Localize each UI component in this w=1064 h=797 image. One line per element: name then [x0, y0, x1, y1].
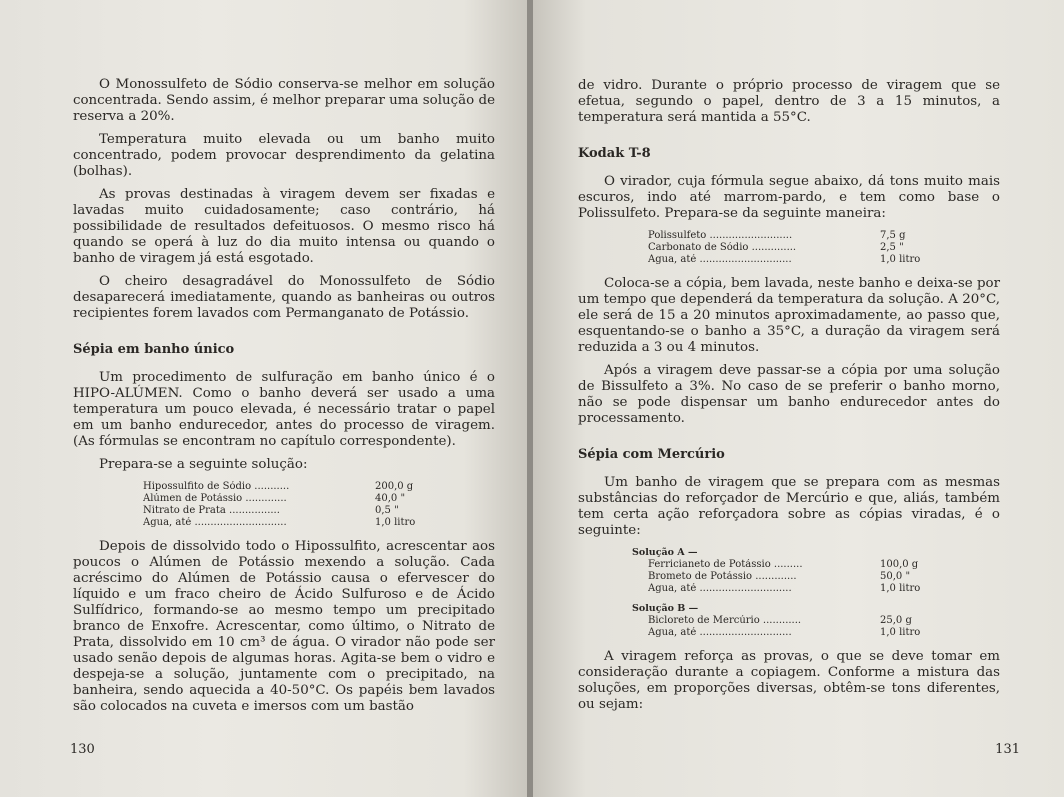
formula-table: [143, 481, 433, 529]
ingredient: Ferricianeto de Potássio .........: [648, 559, 803, 570]
left-page: [0, 0, 527, 797]
section-heading: Sépia em banho único: [73, 342, 235, 357]
ingredient: Brometo de Potássio .............: [648, 571, 797, 582]
ingredient: Água, até .............................: [648, 627, 792, 638]
amount: 1,0 litro: [880, 627, 921, 638]
right-page-text: [578, 78, 1000, 720]
formula-row: [648, 559, 938, 571]
ingredient: Polissulfeto ..........................: [648, 230, 793, 241]
amount: 1,0 litro: [880, 254, 921, 265]
paragraph: A viragem reforça as provas, o que se deve tomar em consideração durante a copiagem. Conforme a mistura das soluções, em proporções diversas, obtêm-se tons diferentes, ou sejam:: [578, 649, 1000, 712]
paragraph: O virador, cuja fórmula segue abaixo, dá tons muito mais escuros, indo até marrom-pardo, e tem como base o Polissulfeto. Prepara-se da seguinte maneira:: [578, 174, 1000, 221]
paragraph: Depois de dissolvido todo o Hipossulfito, acrescentar aos poucos o Alúmen de Potássio mexendo a solução. Cada acréscimo do Alúmen de Potássio causa o efervescer do líquido e um fraco cheiro de Ácido Sulfuroso e de Ácido Sulfídrico, formando-se ao mesmo tempo um precipitado branco de Enxofre. Acrescentar, como último, o Nitrato de Prata, dissolvido em 10 cm³ de água. O virador não pode ser usado senão depois de algumas horas. Agita-se bem o vidro e despeja-se a solução, juntamente com o precipitado, na banheira, sendo aquecida a 40-50°C. Os papéis bem lavados são colocados na cuveta e imersos com um bastão: [73, 539, 495, 714]
amount: 40,0 ": [375, 493, 406, 504]
ingredient: Hipossulfito de Sódio ...........: [143, 481, 290, 492]
paragraph: de vidro. Durante o próprio processo de viragem que se efetua, segundo o papel, dentro de 3 a 15 minutos, a temperatura será mantida a 55°C.: [578, 78, 1000, 125]
formula-table: [632, 547, 938, 639]
solution-label: Solução A —: [632, 547, 698, 558]
paragraph: Prepara-se a seguinte solução:: [99, 457, 308, 472]
paragraph: As provas destinadas à viragem devem ser fixadas e lavadas muito cuidadosamente; caso contrário, há possibilidade de resultados defeituosos. O mesmo risco há quando se operá à luz do dia muito intensa ou quando o banho de viragem já está esgotado.: [73, 187, 495, 266]
formula-row: [143, 493, 433, 505]
amount: 0,5 ": [375, 505, 399, 516]
paragraph: O cheiro desagradável do Monossulfeto de Sódio desaparecerá imediatamente, quando as banheiras ou outros recipientes forem lavados com Permanganato de Potássio.: [73, 274, 495, 321]
amount: 100,0 g: [880, 559, 919, 570]
paragraph: Coloca-se a cópia, bem lavada, neste banho e deixa-se por um tempo que dependerá da temperatura da solução. A 20°C, ele será de 15 a 20 minutos aproximadamente, ao passo que, esquentando-se o banho a 35°C, a duração da viragem será reduzida a 3 ou 4 minutos.: [578, 276, 1000, 355]
ingredient: Carbonato de Sódio ..............: [648, 242, 797, 253]
paragraph: Um procedimento de sulfuração em banho único é o HIPO-ALÚMEN. Como o banho deverá ser usado a uma temperatura um pouco elevada, é necessário tratar o papel em um banho endurecedor, antes do processo de viragem. (As fórmulas se encontram no capítulo correspondente).: [73, 370, 495, 449]
paragraph: Após a viragem deve passar-se a cópia por uma solução de Bissulfeto a 3%. No caso de se preferir o banho morno, não se pode dispensar um banho endurecedor antes do processamento.: [578, 363, 1000, 426]
formula-row: [648, 254, 938, 266]
amount: 1,0 litro: [375, 517, 416, 528]
paragraph: Temperatura muito elevada ou um banho muito concentrado, podem provocar desprendimento da gelatina (bolhas).: [73, 132, 495, 179]
page-number: 131: [995, 742, 1020, 757]
ingredient: Água, até .............................: [648, 583, 792, 594]
section-heading: Kodak T-8: [578, 146, 651, 161]
amount: 7,5 g: [880, 230, 906, 241]
ingredient: Bicloreto de Mercúrio ............: [648, 615, 802, 626]
ingredient: Água, até .............................: [648, 254, 792, 265]
formula-row: [143, 481, 433, 493]
amount: 50,0 ": [880, 571, 911, 582]
section-heading: Sépia com Mercúrio: [578, 447, 725, 462]
formula-row: [143, 505, 433, 517]
formula-table: [648, 230, 938, 266]
ingredient: Água, até .............................: [143, 517, 287, 528]
solution-label: Solução B —: [632, 603, 699, 614]
paragraph: Um banho de viragem que se prepara com as mesmas substâncias do reforçador de Mercúrio e que, aliás, também tem certa ação reforçadora sobre as cópias viradas, é o seguinte:: [578, 475, 1000, 538]
formula-row: [648, 230, 938, 242]
ingredient: Nitrato de Prata ................: [143, 505, 280, 516]
formula-row: [648, 615, 938, 627]
formula-row: [648, 627, 938, 639]
amount: 25,0 g: [880, 615, 912, 626]
amount: 200,0 g: [375, 481, 414, 492]
formula-row: [648, 571, 938, 583]
ingredient: Alúmen de Potássio .............: [143, 493, 287, 504]
amount: 1,0 litro: [880, 583, 921, 594]
formula-row: [143, 517, 433, 529]
paragraph: O Monossulfeto de Sódio conserva-se melhor em solução concentrada. Sendo assim, é melhor preparar uma solução de reserva a 20%.: [73, 77, 495, 124]
left-page-text: [73, 77, 495, 722]
page-number: 130: [70, 742, 95, 757]
amount: 2,5 ": [880, 242, 904, 253]
right-page: [533, 0, 1064, 797]
formula-row: [648, 242, 938, 254]
formula-row: [648, 583, 938, 595]
